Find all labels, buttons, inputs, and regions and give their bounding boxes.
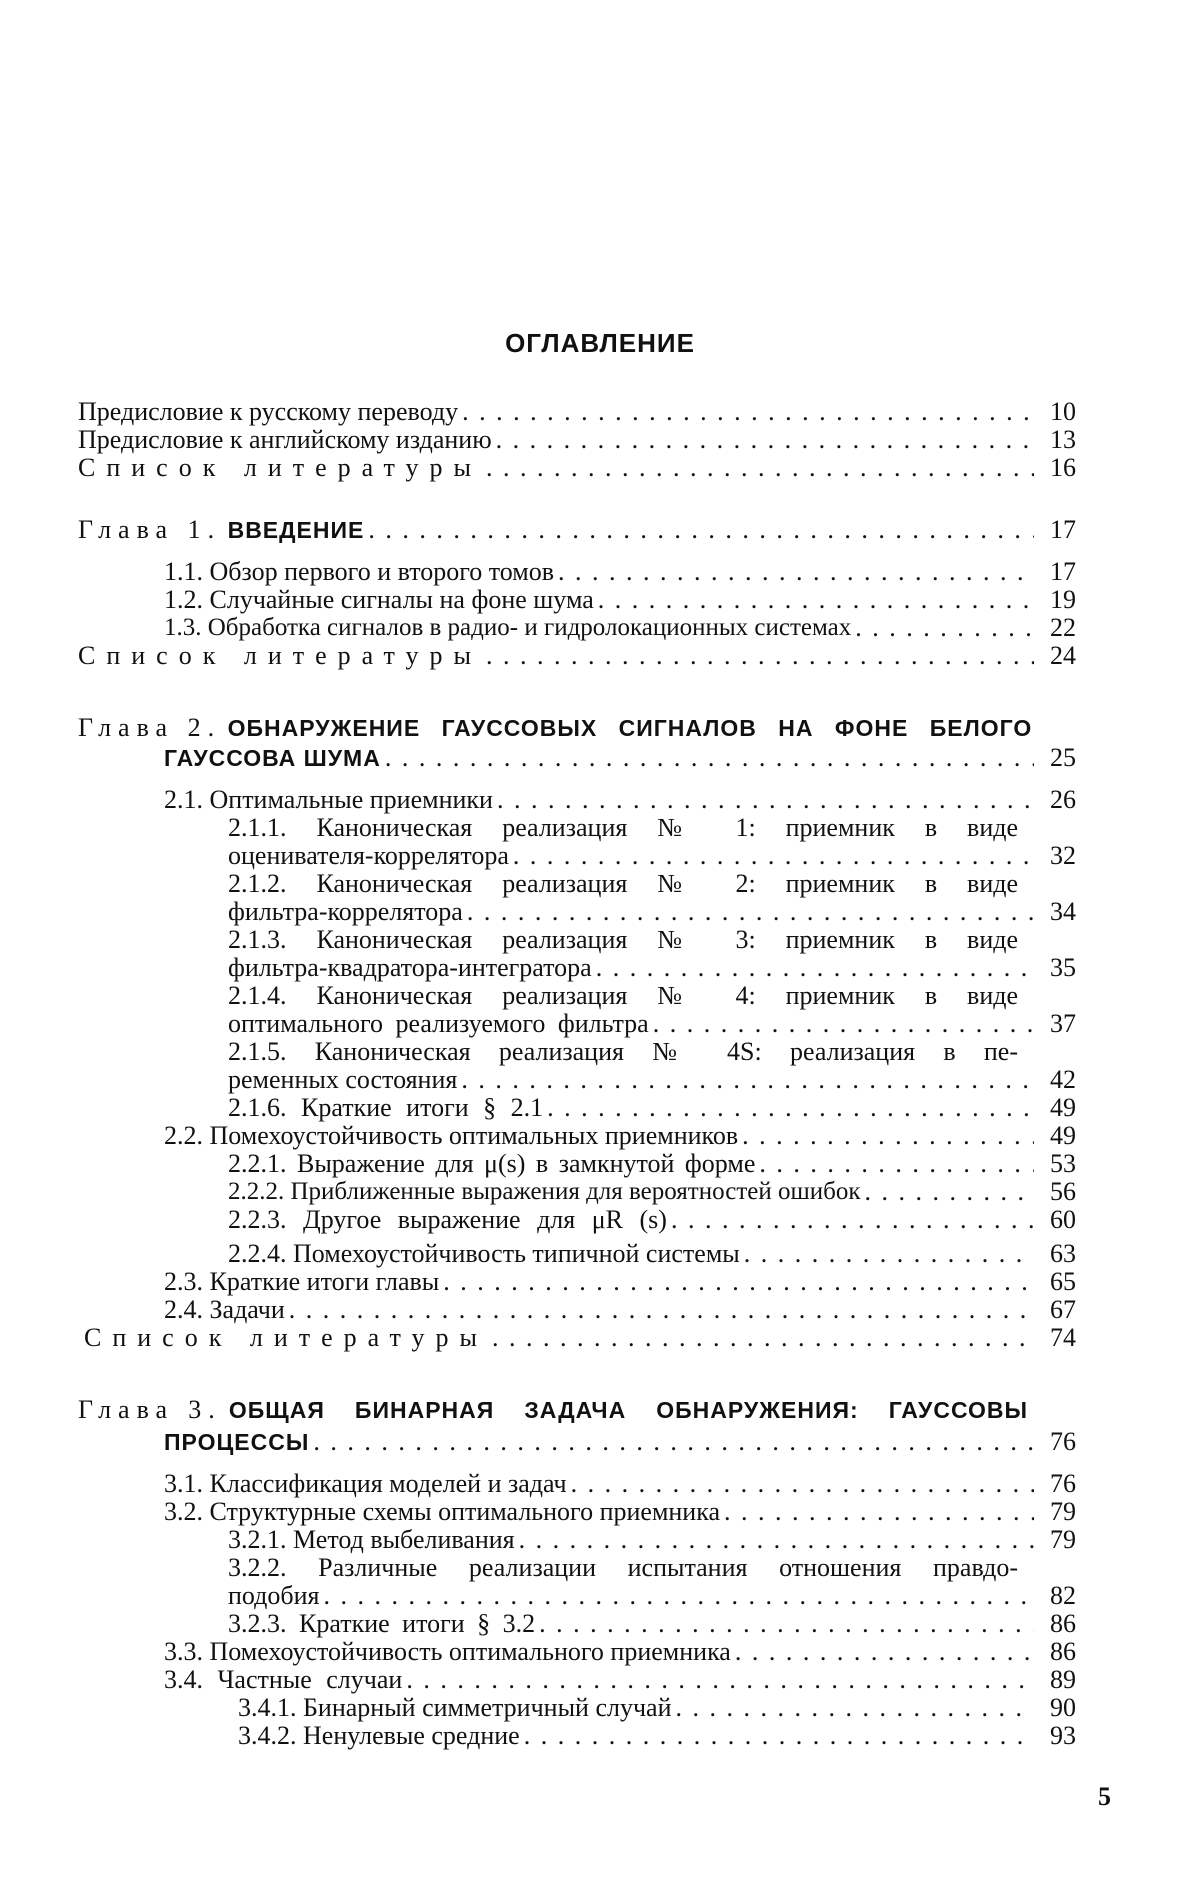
section-entry <box>164 586 1076 614</box>
leader-dots <box>493 786 1034 814</box>
toc-page-number: 25 <box>1050 743 1076 772</box>
chapter-title: ВВЕДЕНИЕ <box>227 517 365 543</box>
chapter-heading-line <box>78 1396 1028 1424</box>
toc-entry <box>78 454 1076 482</box>
toc-entry-text: 2.1.6. Краткие итоги § 2.1 <box>228 1093 544 1122</box>
subsection-entry <box>228 1010 1076 1038</box>
toc-page-number: 19 <box>1050 585 1076 614</box>
leader-dots <box>592 954 1034 982</box>
section-entry <box>164 614 1076 642</box>
subsection-entry <box>238 1722 1076 1750</box>
toc-page-number: 63 <box>1050 1239 1076 1268</box>
leader-dots <box>482 454 1034 482</box>
chapter-title: ОБНАРУЖЕНИЕ ГАУССОВЫХ СИГНАЛОВ НА ФОНЕ БЕЛОГО <box>227 715 1033 741</box>
toc-entry-text: 3.4.1. Бинарный симметричный случай <box>238 1693 672 1722</box>
leader-dots <box>320 1582 1035 1610</box>
chapter-title: ОБЩАЯ БИНАРНАЯ ЗАДАЧА ОБНАРУЖЕНИЯ: ГАУССОВЫ <box>228 1397 1029 1423</box>
subsection-entry <box>228 1066 1076 1094</box>
leader-dots <box>554 558 1034 586</box>
subsection-entry <box>228 954 1076 982</box>
leader-dots <box>402 1666 1034 1694</box>
subsection-entry <box>228 1526 1076 1554</box>
leader-dots <box>543 1094 1034 1122</box>
leader-dots <box>457 1066 1034 1094</box>
toc-page-number: 22 <box>1050 613 1076 642</box>
toc-entry <box>78 642 1076 670</box>
leader-dots <box>482 642 1034 670</box>
toc-entry-text: 2.2. Помехоустойчивость оптимальных приемников <box>164 1121 739 1150</box>
leader-dots <box>738 1122 1034 1150</box>
toc-page-number: 93 <box>1050 1721 1076 1750</box>
subsection-entry-line: 2.1.3. Каноническая реализация № 3: приемник в виде <box>228 925 1018 954</box>
toc-page-number: 82 <box>1050 1581 1076 1610</box>
toc-entry-text: 3.1. Классификация моделей и задач <box>164 1469 567 1498</box>
toc-page-number: 24 <box>1050 641 1076 670</box>
leader-dots <box>463 898 1034 926</box>
toc-page-number: 49 <box>1050 1121 1076 1150</box>
toc-entry-text: подобия <box>228 1581 320 1610</box>
section-entry <box>164 1296 1076 1324</box>
section-entry <box>164 1666 1076 1694</box>
subsection-entry-line: 2.1.2. Каноническая реализация № 2: приемник в виде <box>228 869 1018 898</box>
toc-entry-text: оценивателя-коррелятора <box>228 841 509 870</box>
toc-entry-text: Список литературы <box>84 1323 488 1352</box>
toc-page-number: 86 <box>1050 1609 1076 1638</box>
toc-entry-text: 3.3. Помехоустойчивость оптимального приемника <box>164 1637 731 1666</box>
toc-page-number: 37 <box>1050 1009 1076 1038</box>
subsection-entry <box>228 898 1076 926</box>
toc-entry <box>84 1324 1076 1352</box>
toc-entry-text: оптимального реализуемого фильтра <box>228 1009 649 1038</box>
toc-entry-text: фильтра-коррелятора <box>228 897 463 926</box>
leader-dots <box>594 586 1034 614</box>
toc-page-number: 76 <box>1050 1469 1076 1498</box>
toc-page-number: 17 <box>1050 557 1076 586</box>
chapter-label: Глава 2. <box>78 713 222 742</box>
toc-entry-text: 1.2. Случайные сигналы на фоне шума <box>164 585 594 614</box>
toc-entry-text: 2.4. Задачи <box>164 1295 285 1324</box>
leader-dots <box>851 614 1034 642</box>
subsection-entry <box>228 1150 1076 1178</box>
toc-entry-text: ременных состояния <box>228 1065 458 1094</box>
leader-dots <box>755 1150 1034 1178</box>
section-entry <box>164 1638 1076 1666</box>
leader-dots <box>285 1296 1034 1324</box>
subsection-entry-line: 2.1.4. Каноническая реализация № 4: приемник в виде <box>228 981 1018 1010</box>
leader-dots <box>520 1722 1034 1750</box>
toc-page-number: 34 <box>1050 897 1076 926</box>
leader-dots <box>509 842 1034 870</box>
page-number: 5 <box>1098 1782 1111 1811</box>
leader-dots <box>381 744 1034 772</box>
section-entry <box>164 1470 1076 1498</box>
leader-dots <box>535 1610 1034 1638</box>
toc-page-number: 53 <box>1050 1149 1076 1178</box>
leader-dots <box>667 1206 1034 1234</box>
toc-entry-text: Предисловие к английскому изданию <box>78 425 492 454</box>
toc-page-number: 79 <box>1050 1497 1076 1526</box>
toc-entry-text: 1.3. Обработка сигналов в радио- и гидролокационных системах <box>164 614 852 641</box>
toc-entry-text: 2.1. Оптимальные приемники <box>164 785 493 814</box>
leader-dots <box>720 1498 1034 1526</box>
leader-dots <box>488 1324 1034 1352</box>
leader-dots <box>458 398 1034 426</box>
chapter-heading <box>78 516 1076 544</box>
leader-dots <box>740 1240 1034 1268</box>
toc-entry-text: фильтра-квадратора-интегратора <box>228 953 592 982</box>
toc-page-number: 35 <box>1050 953 1076 982</box>
leader-dots <box>439 1268 1034 1296</box>
toc-page-number: 26 <box>1050 785 1076 814</box>
subsection-entry <box>228 1582 1076 1610</box>
section-entry <box>164 1498 1076 1526</box>
toc-page-number: 17 <box>1050 515 1076 544</box>
toc-page-number: 90 <box>1050 1693 1076 1722</box>
chapter-heading <box>164 744 1076 772</box>
leader-dots <box>567 1470 1034 1498</box>
chapter-title: ГАУССОВА ШУМА <box>164 745 381 771</box>
toc-page-number: 10 <box>1050 397 1076 426</box>
subsection-entry <box>228 1610 1076 1638</box>
leader-dots <box>309 1428 1034 1456</box>
toc-page-number: 60 <box>1050 1205 1076 1234</box>
leader-dots <box>364 516 1034 544</box>
leader-dots <box>860 1178 1034 1206</box>
toc-entry-text: 2.2.4. Помехоустойчивость типичной системы <box>228 1239 740 1268</box>
toc-entry <box>78 398 1076 426</box>
toc-page-number: 56 <box>1050 1177 1076 1206</box>
chapter-title: ПРОЦЕССЫ <box>164 1429 310 1455</box>
section-entry <box>164 1268 1076 1296</box>
subsection-entry <box>228 1206 1076 1234</box>
toc-page-number: 13 <box>1050 425 1076 454</box>
subsection-entry <box>228 1240 1076 1268</box>
toc-entry-text: Список литературы <box>78 641 482 670</box>
toc-page-number: 65 <box>1050 1267 1076 1296</box>
leader-dots <box>672 1694 1034 1722</box>
subsection-entry-line: 2.1.1. Каноническая реализация № 1: приемник в виде <box>228 813 1018 842</box>
toc-entry-text: Предисловие к русскому переводу <box>78 397 459 426</box>
subsection-entry-line: 2.1.5. Каноническая реализация № 4S: реализация в пе- <box>228 1037 1018 1066</box>
toc-page-number: 89 <box>1050 1665 1076 1694</box>
subsection-entry <box>228 842 1076 870</box>
toc-entry-text <box>78 516 364 544</box>
toc-page-number: 16 <box>1050 453 1076 482</box>
leader-dots <box>731 1638 1034 1666</box>
page-title: ОГЛАВЛЕНИЕ <box>505 328 695 358</box>
section-entry <box>164 1122 1076 1150</box>
toc-page-number: 76 <box>1050 1427 1076 1456</box>
leader-dots <box>515 1526 1034 1554</box>
toc-page-number: 49 <box>1050 1093 1076 1122</box>
section-entry <box>164 786 1076 814</box>
toc-page-number: 42 <box>1050 1065 1076 1094</box>
subsection-entry <box>228 1094 1076 1122</box>
leader-dots <box>649 1010 1034 1038</box>
toc-entry-text: 3.2. Структурные схемы оптимального приемника <box>164 1497 721 1526</box>
toc-entry-text: 2.2.2. Приближенные выражения для вероятностей ошибок <box>228 1178 861 1205</box>
toc-entry-text: Список литературы <box>78 453 482 482</box>
chapter-label: Глава 1. <box>78 515 222 544</box>
toc-page-number: 79 <box>1050 1525 1076 1554</box>
toc-page-number: 67 <box>1050 1295 1076 1324</box>
subsection-entry-line: 3.2.2. Различные реализации испытания отношения правдо- <box>228 1553 1018 1582</box>
chapter-label: Глава 3. <box>78 1395 222 1424</box>
toc-entry-text: 3.2.1. Метод выбеливания <box>228 1525 515 1554</box>
toc-entry-text: 1.1. Обзор первого и второго томов <box>164 557 555 586</box>
subsection-entry <box>238 1694 1076 1722</box>
toc-entry-text: 2.2.1. Выражение для μ(s) в замкнутой форме <box>228 1149 756 1178</box>
toc-entry-text: 2.2.3. Другое выражение для μR (s) <box>228 1205 667 1234</box>
toc-entry <box>78 426 1076 454</box>
toc-page-number: 86 <box>1050 1637 1076 1666</box>
toc-page-number: 32 <box>1050 841 1076 870</box>
chapter-heading <box>164 1428 1076 1456</box>
toc-entry-text: 3.2.3. Краткие итоги § 3.2 <box>228 1609 536 1638</box>
toc-page-number: 74 <box>1050 1323 1076 1352</box>
toc-entry-text: 2.3. Краткие итоги главы <box>164 1267 440 1296</box>
chapter-heading-line <box>78 713 1033 742</box>
toc-entry-text: 3.4. Частные случаи <box>164 1665 403 1694</box>
section-entry <box>164 558 1076 586</box>
toc-entry-text: 3.4.2. Ненулевые средние <box>238 1721 520 1750</box>
leader-dots <box>492 426 1034 454</box>
subsection-entry <box>228 1178 1076 1206</box>
